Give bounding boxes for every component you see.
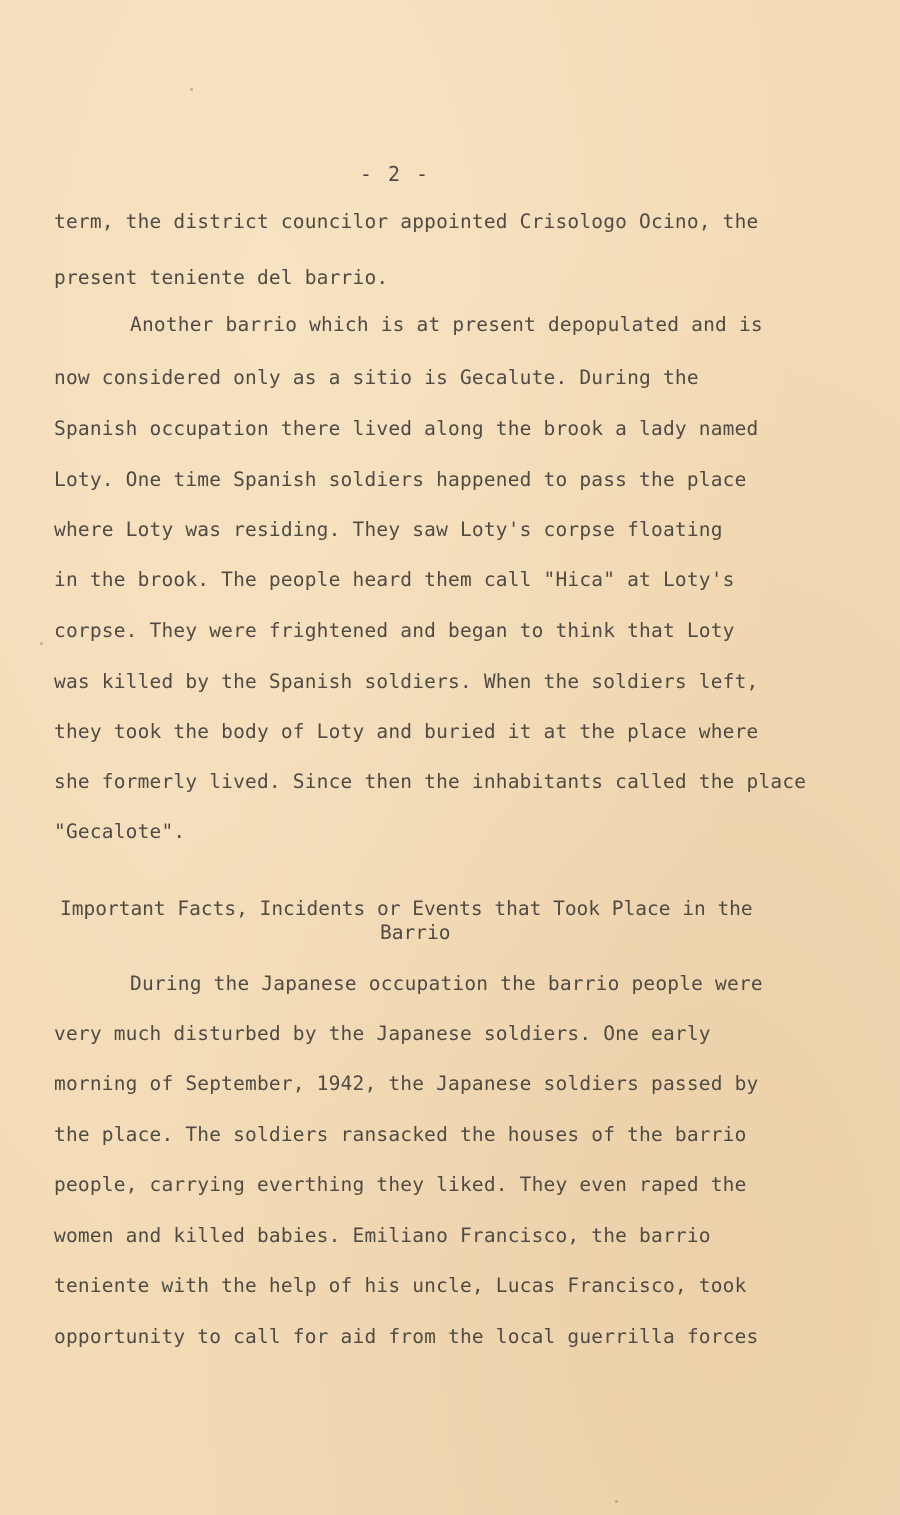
text-line: present teniente del barrio. (54, 266, 389, 289)
paper-speck (190, 88, 193, 91)
text-line: corpse. They were frightened and began to think that Loty (54, 619, 735, 642)
paper-speck (40, 642, 43, 645)
text-line: Spanish occupation there lived along the brook a lady named (54, 417, 759, 440)
section-heading-continued: Barrio (380, 921, 451, 944)
text-line: teniente with the help of his uncle, Lucas Francisco, took (54, 1274, 747, 1297)
text-line: "Gecalote". (54, 820, 186, 843)
text-line: opportunity to call for aid from the local guerrilla forces (54, 1325, 759, 1348)
text-line: was killed by the Spanish soldiers. When the soldiers left, (54, 670, 759, 693)
page-number: - 2 - (359, 162, 431, 186)
text-line: where Loty was residing. They saw Loty's corpse floating (54, 518, 723, 541)
text-line: she formerly lived. Since then the inhabitants called the place (54, 770, 807, 793)
text-line: Another barrio which is at present depopulated and is (130, 313, 763, 336)
text-line: Loty. One time Spanish soldiers happened to pass the place (54, 468, 747, 491)
text-line: the place. The soldiers ransacked the houses of the barrio (54, 1123, 747, 1146)
text-line: women and killed babies. Emiliano Francisco, the barrio (54, 1224, 711, 1247)
section-heading: Important Facts, Incidents or Events that Took Place in the (60, 897, 753, 920)
text-line: term, the district councilor appointed Crisologo Ocino, the (54, 210, 759, 233)
paper-speck (615, 1500, 618, 1503)
text-line: in the brook. The people heard them call "Hica" at Loty's (54, 568, 735, 591)
text-line: During the Japanese occupation the barrio people were (130, 972, 763, 995)
text-line: people, carrying everthing they liked. They even raped the (54, 1173, 747, 1196)
text-line: morning of September, 1942, the Japanese soldiers passed by (54, 1072, 759, 1095)
text-line: very much disturbed by the Japanese soldiers. One early (54, 1022, 711, 1045)
text-line: they took the body of Loty and buried it at the place where (54, 720, 759, 743)
text-line: now considered only as a sitio is Gecalute. During the (54, 366, 699, 389)
